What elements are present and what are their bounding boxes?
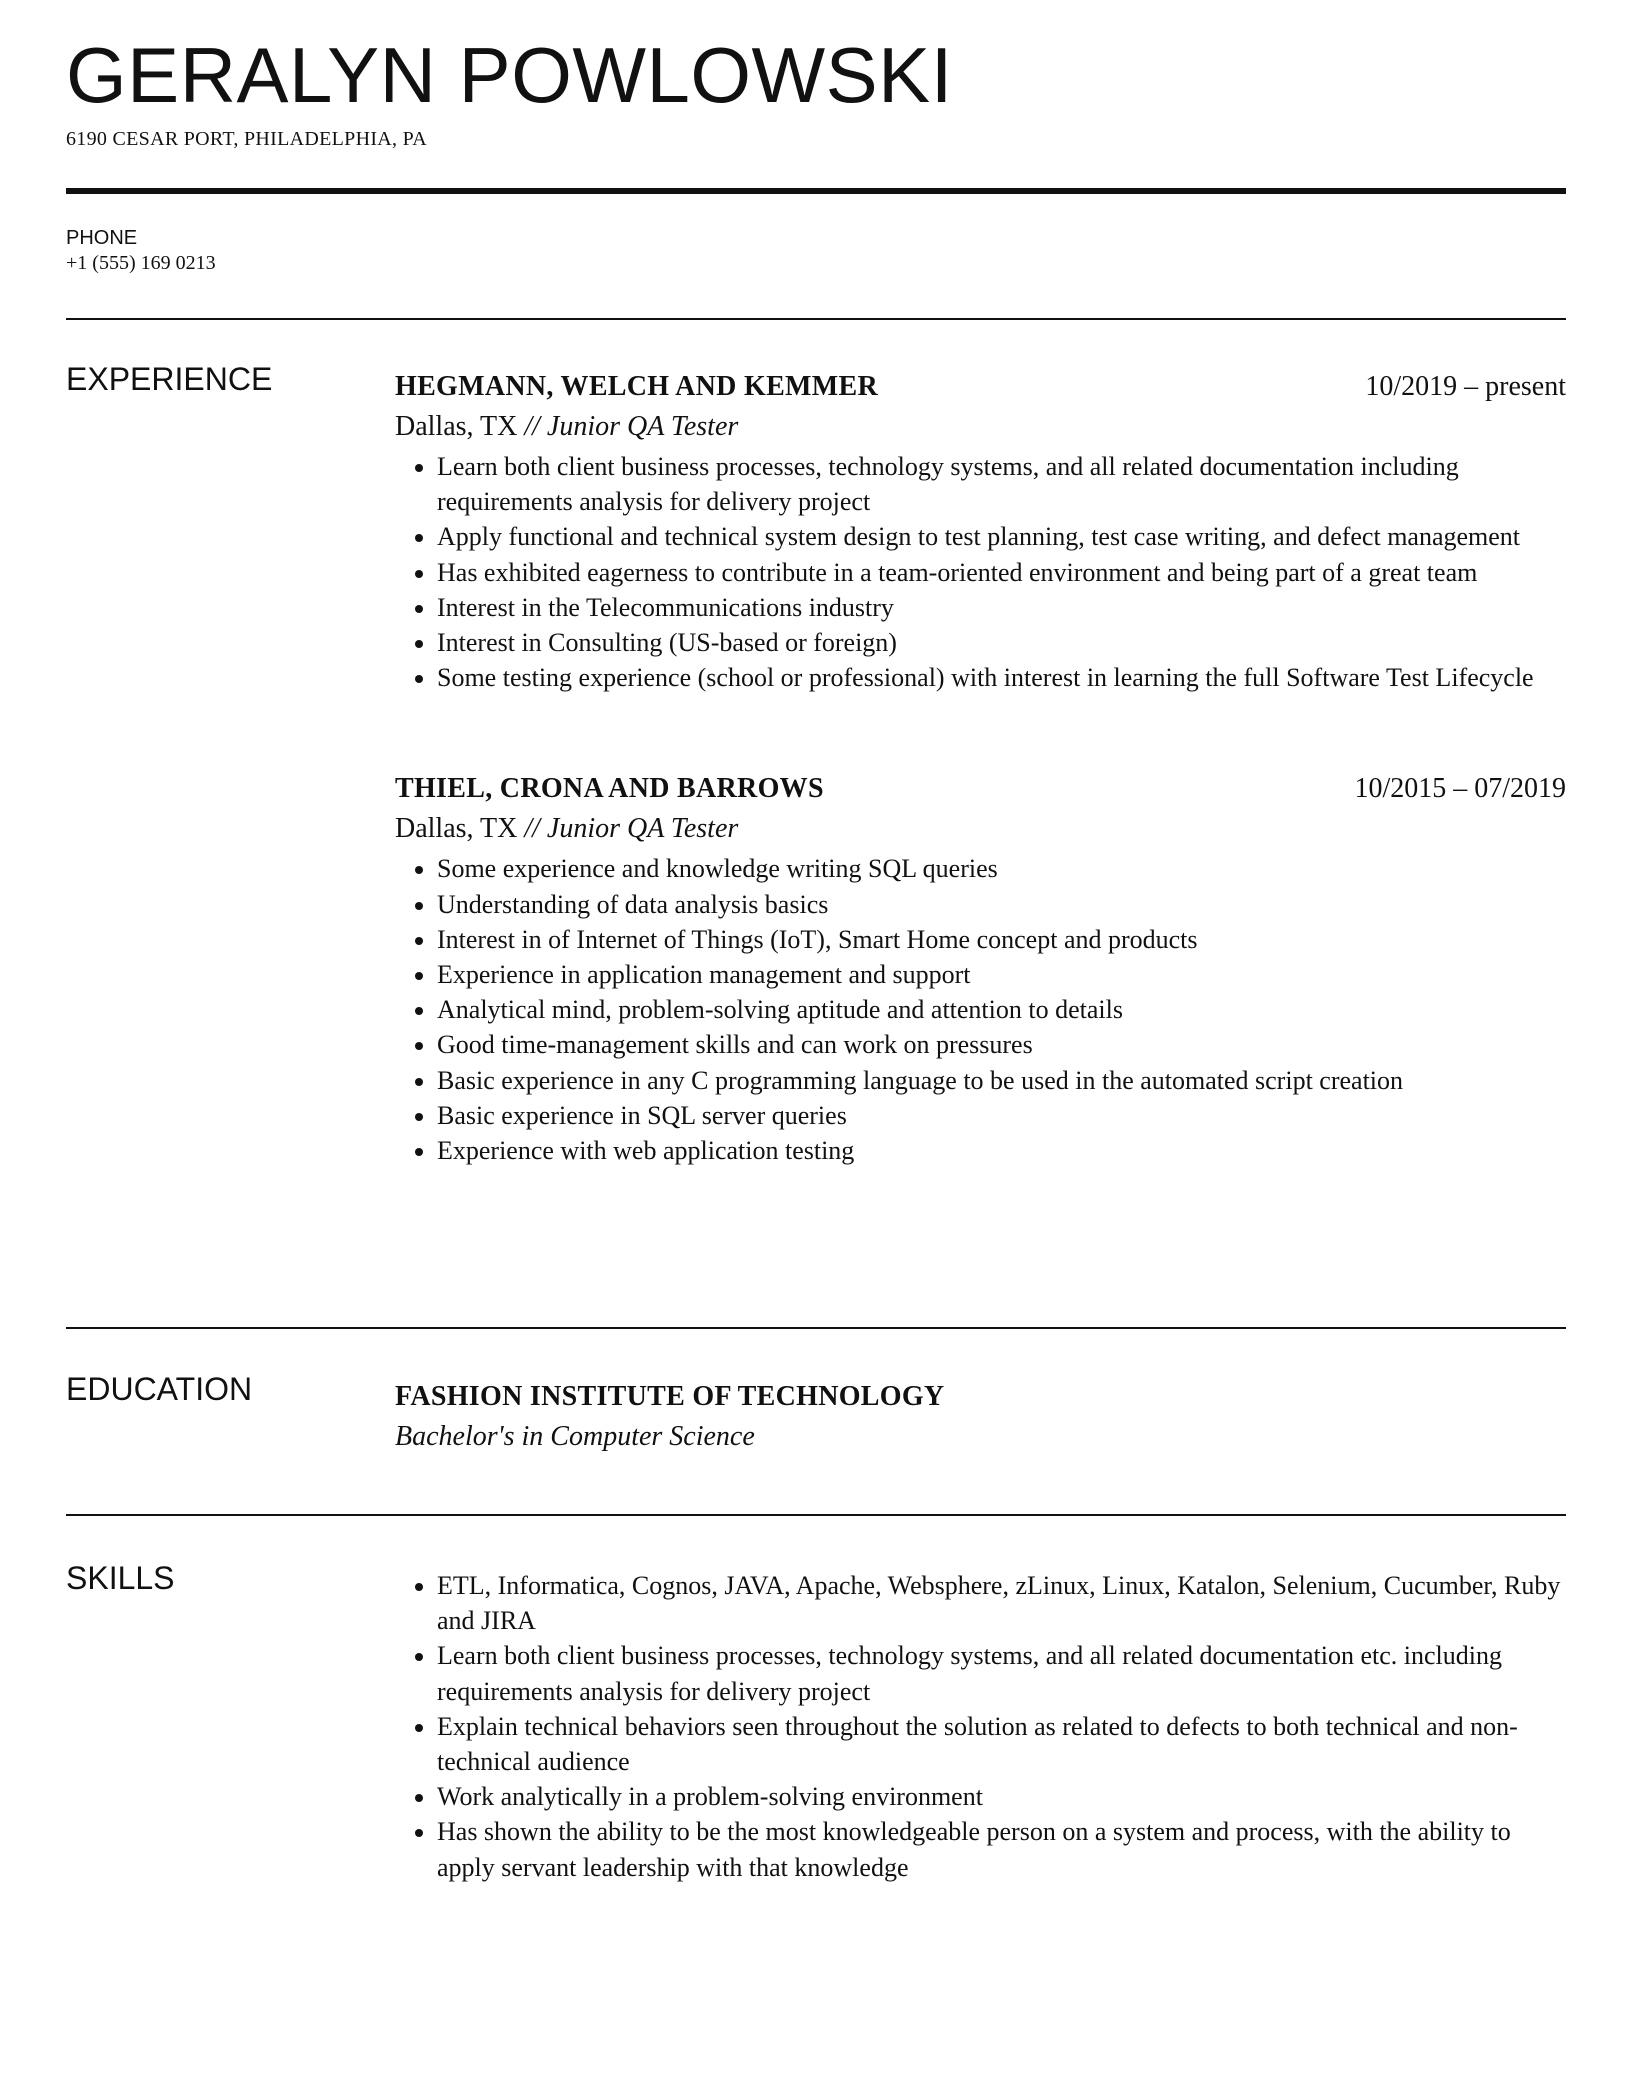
- list-item: Interest in Consulting (US-based or foreign): [437, 625, 1566, 660]
- list-item: Analytical mind, problem-solving aptitude and attention to details: [437, 992, 1566, 1027]
- education-entry: [395, 1377, 1566, 1469]
- list-item: Learn both client business processes, technology systems, and all related documentation etc. including requirements analysis for delivery project: [437, 1638, 1566, 1708]
- job-subtitle: [395, 809, 1566, 849]
- list-item: Basic experience in SQL server queries: [437, 1098, 1566, 1133]
- job-header: [395, 367, 1566, 407]
- job-dates: 10/2019 – present: [1365, 371, 1566, 402]
- list-item: Has exhibited eagerness to contribute in a team-oriented environment and being part of a great team: [437, 555, 1566, 590]
- job-separator: //: [517, 813, 547, 845]
- list-item: Apply functional and technical system design to test planning, test case writing, and defect management: [437, 519, 1566, 554]
- job-role: Junior QA Tester: [546, 813, 739, 845]
- job-company: THIEL, CRONA AND BARROWS: [395, 773, 824, 805]
- job-location: Dallas, TX: [395, 813, 518, 845]
- skills-bullets: [395, 1568, 1566, 1885]
- list-item: Explain technical behaviors seen throughout the solution as related to defects to both technical and non-technical audience: [437, 1709, 1566, 1779]
- education-degree: Bachelor's in Computer Science: [395, 1421, 755, 1452]
- job-location: Dallas, TX: [395, 411, 518, 442]
- job-separator: //: [517, 411, 547, 442]
- contact-block: [66, 224, 1566, 284]
- education-school: FASHION INSTITUTE OF TECHNOLOGY: [395, 1381, 945, 1412]
- experience-list: [395, 367, 1566, 1366]
- list-item: Work analytically in a problem-solving environment: [437, 1779, 1566, 1814]
- skills-heading: SKILLS: [66, 1560, 175, 1596]
- list-item: Interest in the Telecommunications industry: [437, 590, 1566, 625]
- experience-section: [66, 320, 1566, 1366]
- skills-section: [66, 1516, 1566, 1885]
- list-item: Interest in of Internet of Things (IoT), Smart Home concept and products: [437, 922, 1566, 957]
- skills-list: [395, 1568, 1566, 1885]
- list-item: Experience with web application testing: [437, 1133, 1566, 1168]
- list-item: Has shown the ability to be the most knowledgeable person on a system and process, with the ability to apply servant leadership with that knowledge: [437, 1814, 1566, 1884]
- phone-label: PHONE: [66, 227, 138, 249]
- list-item: Some experience and knowledge writing SQL queries: [437, 851, 1566, 886]
- list-item: Basic experience in any C programming language to be used in the automated script creation: [437, 1063, 1566, 1098]
- list-item: Learn both client business processes, technology systems, and all related documentation including requirements analysis for delivery project: [437, 449, 1566, 519]
- job-dates: 10/2015 – 07/2019: [1354, 773, 1566, 805]
- education-heading: EDUCATION: [66, 1371, 253, 1407]
- candidate-name: GERALYN POWLOWSKI: [66, 31, 953, 119]
- resume-page: [66, 0, 1566, 1885]
- list-item: Some testing experience (school or professional) with interest in learning the full Software Test Lifecycle: [437, 660, 1566, 695]
- list-item: Good time-management skills and can work on pressures: [437, 1027, 1566, 1062]
- header-divider: [66, 188, 1566, 194]
- phone-value[interactable]: +1 (555) 169 0213: [66, 252, 216, 274]
- job-company: HEGMANN, WELCH AND KEMMER: [395, 371, 878, 402]
- job-subtitle: [395, 407, 1566, 447]
- job-bullets: [395, 851, 1566, 1168]
- list-item: Understanding of data analysis basics: [437, 887, 1566, 922]
- job-entry: [395, 367, 1566, 695]
- experience-heading: EXPERIENCE: [66, 361, 273, 397]
- job-role: Junior QA Tester: [546, 411, 739, 442]
- job-header: [395, 769, 1566, 809]
- candidate-address: 6190 CESAR PORT, PHILADELPHIA, PA: [66, 128, 427, 150]
- list-item: ETL, Informatica, Cognos, JAVA, Apache, Websphere, zLinux, Linux, Katalon, Selenium, Cucumber, Ruby and JIRA: [437, 1568, 1566, 1638]
- list-item: Experience in application management and support: [437, 957, 1566, 992]
- job-entry: [395, 769, 1566, 1168]
- job-bullets: [395, 449, 1566, 695]
